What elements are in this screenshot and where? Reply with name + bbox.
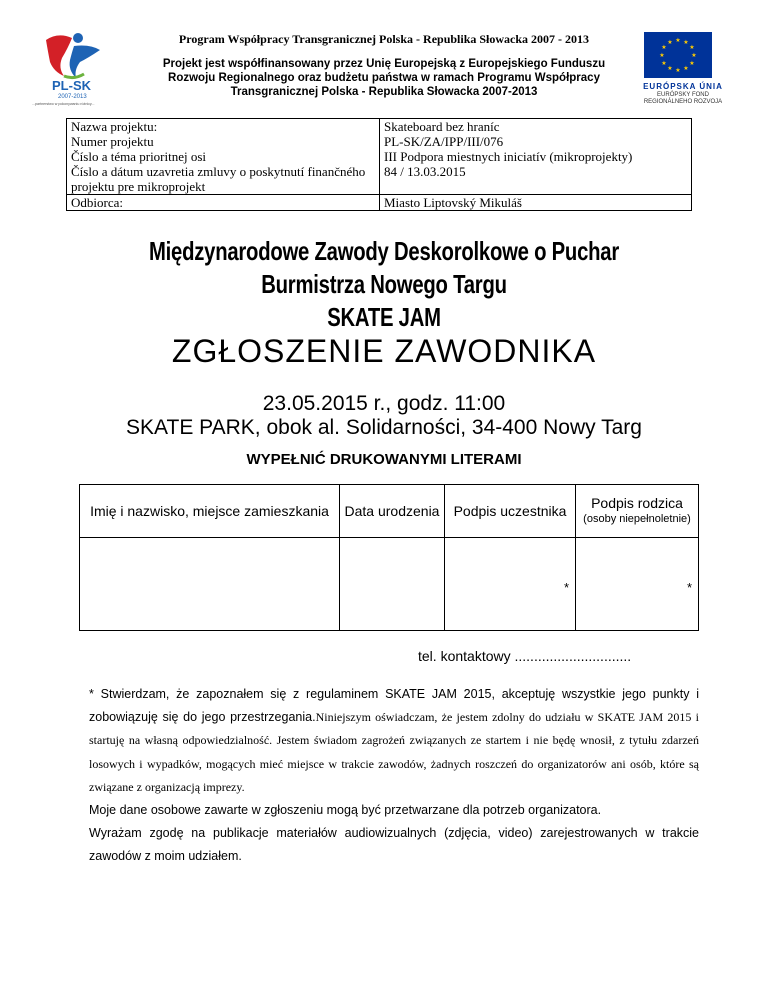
- cofinance-line: Projekt jest współfinansowany przez Unię Europejską z Europejskiego Funduszu: [162, 58, 606, 70]
- statement-paragraph: [89, 683, 699, 799]
- contact-phone-field[interactable]: tel. kontaktowy ..............................: [418, 648, 632, 664]
- statement: [89, 683, 699, 869]
- svg-text:★: ★: [667, 65, 673, 72]
- label-text: Číslo a téma prioritnej osi: [71, 149, 207, 164]
- value-text: Skateboard bez hraníc: [384, 119, 500, 134]
- svg-text:★: ★: [667, 39, 673, 46]
- svg-text:★: ★: [691, 52, 697, 59]
- column-header: [576, 485, 699, 538]
- svg-text:★: ★: [661, 60, 667, 67]
- name-cell[interactable]: [80, 538, 340, 631]
- program-title: Program Współpracy Transgranicznej Polska - Republika Słowacka 2007 - 2013: [178, 32, 590, 46]
- eu-logo: [640, 30, 726, 106]
- cofinance-line: Rozwoju Regionalnego oraz budżetu państwa w ramach Programu Współpracy: [168, 72, 600, 84]
- statement-text: Stwierdzam, że zapoznałem się z regulaminem SKATE JAM 2015, akceptuję wszystkie jego punkty i zobowiązuję się do jego przestrzegania.: [89, 687, 699, 725]
- column-header: Imię i nazwisko, miejsce zamieszkania: [80, 485, 340, 538]
- cofinance-line: Transgranicznej Polska - Republika Słowacka 2007-2013: [230, 86, 538, 98]
- value-text: PL-SK/ZA/IPP/III/076: [384, 134, 504, 149]
- eu-fund-label: [640, 92, 726, 106]
- participant-signature-cell[interactable]: [445, 538, 576, 631]
- asterisk: *: [686, 580, 692, 595]
- event-place: SKATE PARK, obok al. Solidarności, 34-400 Nowy Targ: [126, 416, 642, 439]
- label-text: Numer projektu: [71, 134, 154, 149]
- svg-text:★: ★: [689, 44, 695, 51]
- project-value: [380, 119, 692, 195]
- event-headline: Międzynarodowe Zawody Deskorolkowe o Puchar: [148, 236, 619, 266]
- project-label: [67, 119, 380, 195]
- table-header-row: [80, 485, 699, 538]
- statement-paragraph: Wyrażam zgodę na publikacje materiałów audiowizualnych (zdjęcia, video) zarejestrowanych w trakcie zawodów z moim udziałem.: [89, 826, 699, 864]
- pl-sk-text: PL-SK: [52, 78, 91, 93]
- recipient-label: Odbiorca:: [67, 195, 380, 211]
- eu-label: EURÓPSKA ÚNIA: [643, 82, 723, 91]
- svg-text:★: ★: [683, 39, 689, 46]
- svg-text:★: ★: [675, 37, 681, 44]
- svg-text:★: ★: [661, 44, 667, 51]
- cofinance-notice: [104, 57, 667, 99]
- event-headline: Burmistrza Nowego Targu: [261, 269, 507, 299]
- event-date: 23.05.2015 r., godz. 11:00: [262, 392, 506, 415]
- column-header-note: (osoby niepełnoletnie): [583, 513, 691, 525]
- event-headline: SKATE JAM: [327, 302, 441, 332]
- table-row: [80, 538, 699, 631]
- svg-text:★: ★: [659, 52, 665, 59]
- column-header: Podpis uczestnika: [445, 485, 576, 538]
- value-text: III Podpora miestnych iniciatív (mikroprojekty): [384, 149, 633, 164]
- svg-text:★: ★: [683, 65, 689, 72]
- eu-flag-icon: [644, 32, 712, 78]
- birthdate-cell[interactable]: [340, 538, 445, 631]
- asterisk: *: [89, 687, 94, 701]
- statement-text: Niniejszym oświadczam, że jestem zdolny do udziału w SKATE JAM 2015 i startuję na własną odpowiedzialność. Jestem świadom zagrożeń związanych ze startem i nie będę wnosił, z tytułu zdarzeń losowych i wypadków, mogących mieć miejsce w trakcie zawodów, żadnych roszczeń do organizatorów ani osób, które są związane z organizacją imprezy.: [89, 710, 699, 794]
- asterisk: *: [563, 580, 569, 595]
- recipient-value: Miasto Liptovský Mikuláš: [380, 195, 692, 211]
- svg-text:★: ★: [689, 60, 695, 67]
- label-text: Číslo a dátum uzavretia zmluvy o poskytnutí finančného projektu pre mikroprojekt: [71, 164, 366, 194]
- svg-text:★: ★: [675, 67, 681, 74]
- project-info-table: [66, 118, 692, 211]
- print-note: WYPEŁNIĆ DRUKOWANYMI LITERAMI: [246, 451, 522, 468]
- statement-paragraph: Moje dane osobowe zawarte w zgłoszeniu mogą być przetwarzane dla potrzeb organizatora.: [89, 803, 602, 818]
- registration-table: [79, 484, 699, 631]
- parent-signature-cell[interactable]: [576, 538, 699, 631]
- eu-fund-line: REGIONÁLNEHO ROZVOJA: [643, 99, 723, 105]
- table-row: [67, 195, 692, 211]
- value-text: 84 / 13.03.2015: [384, 164, 466, 179]
- eu-fund-line: EURÓPSKY FOND: [657, 92, 709, 98]
- column-header: Data urodzenia: [340, 485, 445, 538]
- form-title: ZGŁOSZENIE ZAWODNIKA: [171, 333, 597, 369]
- table-row: [67, 119, 692, 195]
- pl-sk-tagline: ...partnerstwo w pokonywaniu różnicy...: [32, 102, 95, 106]
- pl-sk-years: 2007-2013: [58, 94, 87, 100]
- label-text: Nazwa projektu:: [71, 119, 158, 134]
- column-header-text: Podpis rodzica: [591, 495, 683, 511]
